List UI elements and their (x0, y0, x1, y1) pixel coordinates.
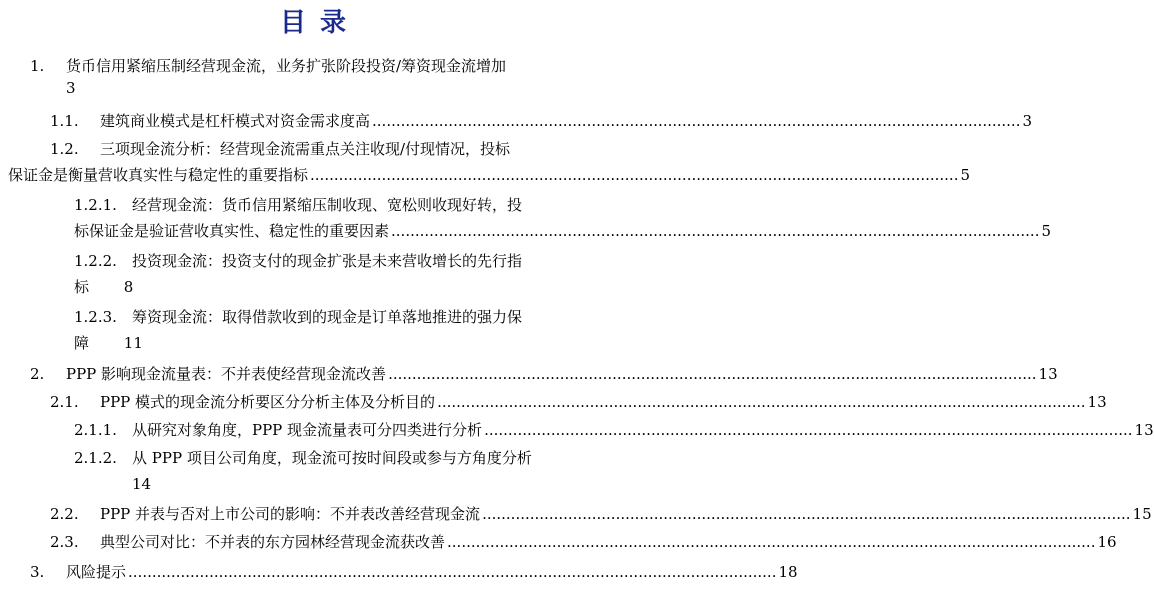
toc-entry-1-2[interactable] (8, 138, 971, 186)
toc-entry-number: 2.1.2. (74, 449, 117, 467)
toc-entry-text-cont: 保证金是衡量营收真实性与稳定性的重要指标 (8, 166, 309, 184)
toc-dot-leader: ........................................................................................................................................ (128, 563, 777, 581)
toc-entry-page: 16 (1097, 533, 1117, 551)
toc-entry-number: 2. (30, 365, 45, 383)
toc-entry-1-1[interactable] (50, 110, 1033, 132)
toc-entry-text: PPP 并表与否对上市公司的影响：不并表改善经营现金流 (100, 505, 481, 523)
toc-entry-text: PPP 模式的现金流分析要区分分析主体及分析目的 (100, 393, 436, 411)
toc-entry-text: 典型公司对比：不并表的东方园林经营现金流获改善 (100, 533, 446, 551)
toc-entry-page: 18 (778, 563, 798, 581)
toc-entry-text: 筹资现金流：取得借款收到的现金是订单落地推进的强力保 (132, 308, 523, 326)
toc-entry-page: 14 (132, 475, 152, 493)
toc-entry-page: 3 (1022, 112, 1033, 130)
toc-dot-leader: ........................................................................................................................................ (447, 533, 1096, 551)
toc-entry-1[interactable] (30, 55, 618, 99)
toc-entry-page: 15 (1132, 505, 1152, 523)
toc-dot-leader: ........................................................................................................................................ (484, 421, 1133, 439)
toc-entry-page: 13 (1134, 421, 1154, 439)
toc-dot-leader: ........................................................................................................................................ (437, 393, 1086, 411)
toc-entry-page: 5 (960, 166, 971, 184)
toc-entry-text: 货币信用紧缩压制经营现金流，业务扩张阶段投资/筹资现金流增加 (66, 57, 507, 75)
toc-entry-number: 2.1. (50, 393, 79, 411)
toc-entry-number: 1.2.2. (74, 252, 117, 270)
toc-entry-number: 1. (30, 57, 45, 75)
toc-entry-2-1-1[interactable] (74, 419, 1154, 441)
toc-entry-page: 3 (66, 79, 76, 97)
toc-entry-text: 投资现金流：投资支付的现金扩张是未来营收增长的先行指 (132, 252, 523, 270)
toc-entry-1-2-1[interactable] (74, 194, 1052, 242)
toc-dot-leader: ........................................................................................................................................ (391, 222, 1040, 240)
toc-entry-2-1[interactable] (50, 391, 1107, 413)
toc-entry-number: 3. (30, 563, 45, 581)
toc-dot-leader: ........................................................................................................................................ (310, 166, 959, 184)
toc-entry-number: 2.1.1. (74, 421, 117, 439)
toc-dot-leader: ........................................................................................................................................ (482, 505, 1131, 523)
toc-dot-leader: ........................................................................................................................................ (388, 365, 1037, 383)
toc-entry-page: 13 (1038, 365, 1058, 383)
toc-entry-page: 5 (1041, 222, 1052, 240)
toc-entry-number: 2.2. (50, 505, 79, 523)
toc-entry-number: 1.2. (50, 140, 79, 158)
toc-entry-text-cont: 标 (74, 278, 90, 296)
toc-entry-number: 1.2.3. (74, 308, 117, 326)
toc-entry-1-2-3[interactable] (74, 306, 616, 354)
toc-entry-text: 经营现金流：货币信用紧缩压制收现、宽松则收现好转，投 (132, 196, 523, 214)
toc-entry-2-1-2[interactable] (74, 447, 616, 495)
toc-entry-text: 从研究对象角度，PPP 现金流量表可分四类进行分析 (132, 421, 483, 439)
toc-entry-text: 从 PPP 项目公司角度，现金流可按时间段或参与方角度分析 (132, 449, 532, 467)
toc-entry-number: 1.1. (50, 112, 79, 130)
toc-entry-text: 三项现金流分析：经营现金流需重点关注收现/付现情况，投标 (100, 140, 511, 158)
toc-entry-text: 风险提示 (66, 563, 127, 581)
toc-entry-text: 建筑商业模式是杠杆模式对资金需求度高 (100, 112, 371, 130)
toc-entry-text-cont: 障 (74, 334, 90, 352)
toc-entry-page: 13 (1087, 393, 1107, 411)
toc-dot-leader: ........................................................................................................................................ (372, 112, 1021, 130)
toc-entry-page: 8 (123, 278, 134, 296)
toc-entry-number: 2.3. (50, 533, 79, 551)
toc-entry-2[interactable] (30, 363, 1058, 385)
toc-entry-text: PPP 影响现金流量表：不并表使经营现金流改善 (66, 365, 387, 383)
toc-entry-page: 11 (123, 334, 143, 352)
toc-entry-2-2[interactable] (50, 503, 1152, 525)
toc-entry-text-cont: 标保证金是验证营收真实性、稳定性的重要因素 (74, 222, 390, 240)
toc-title: 目录 (279, 8, 360, 38)
toc-entry-1-2-2[interactable] (74, 250, 616, 298)
toc-entry-number: 1.2.1. (74, 196, 117, 214)
toc-entry-3[interactable] (30, 561, 798, 583)
toc-entry-2-3[interactable] (50, 531, 1117, 553)
